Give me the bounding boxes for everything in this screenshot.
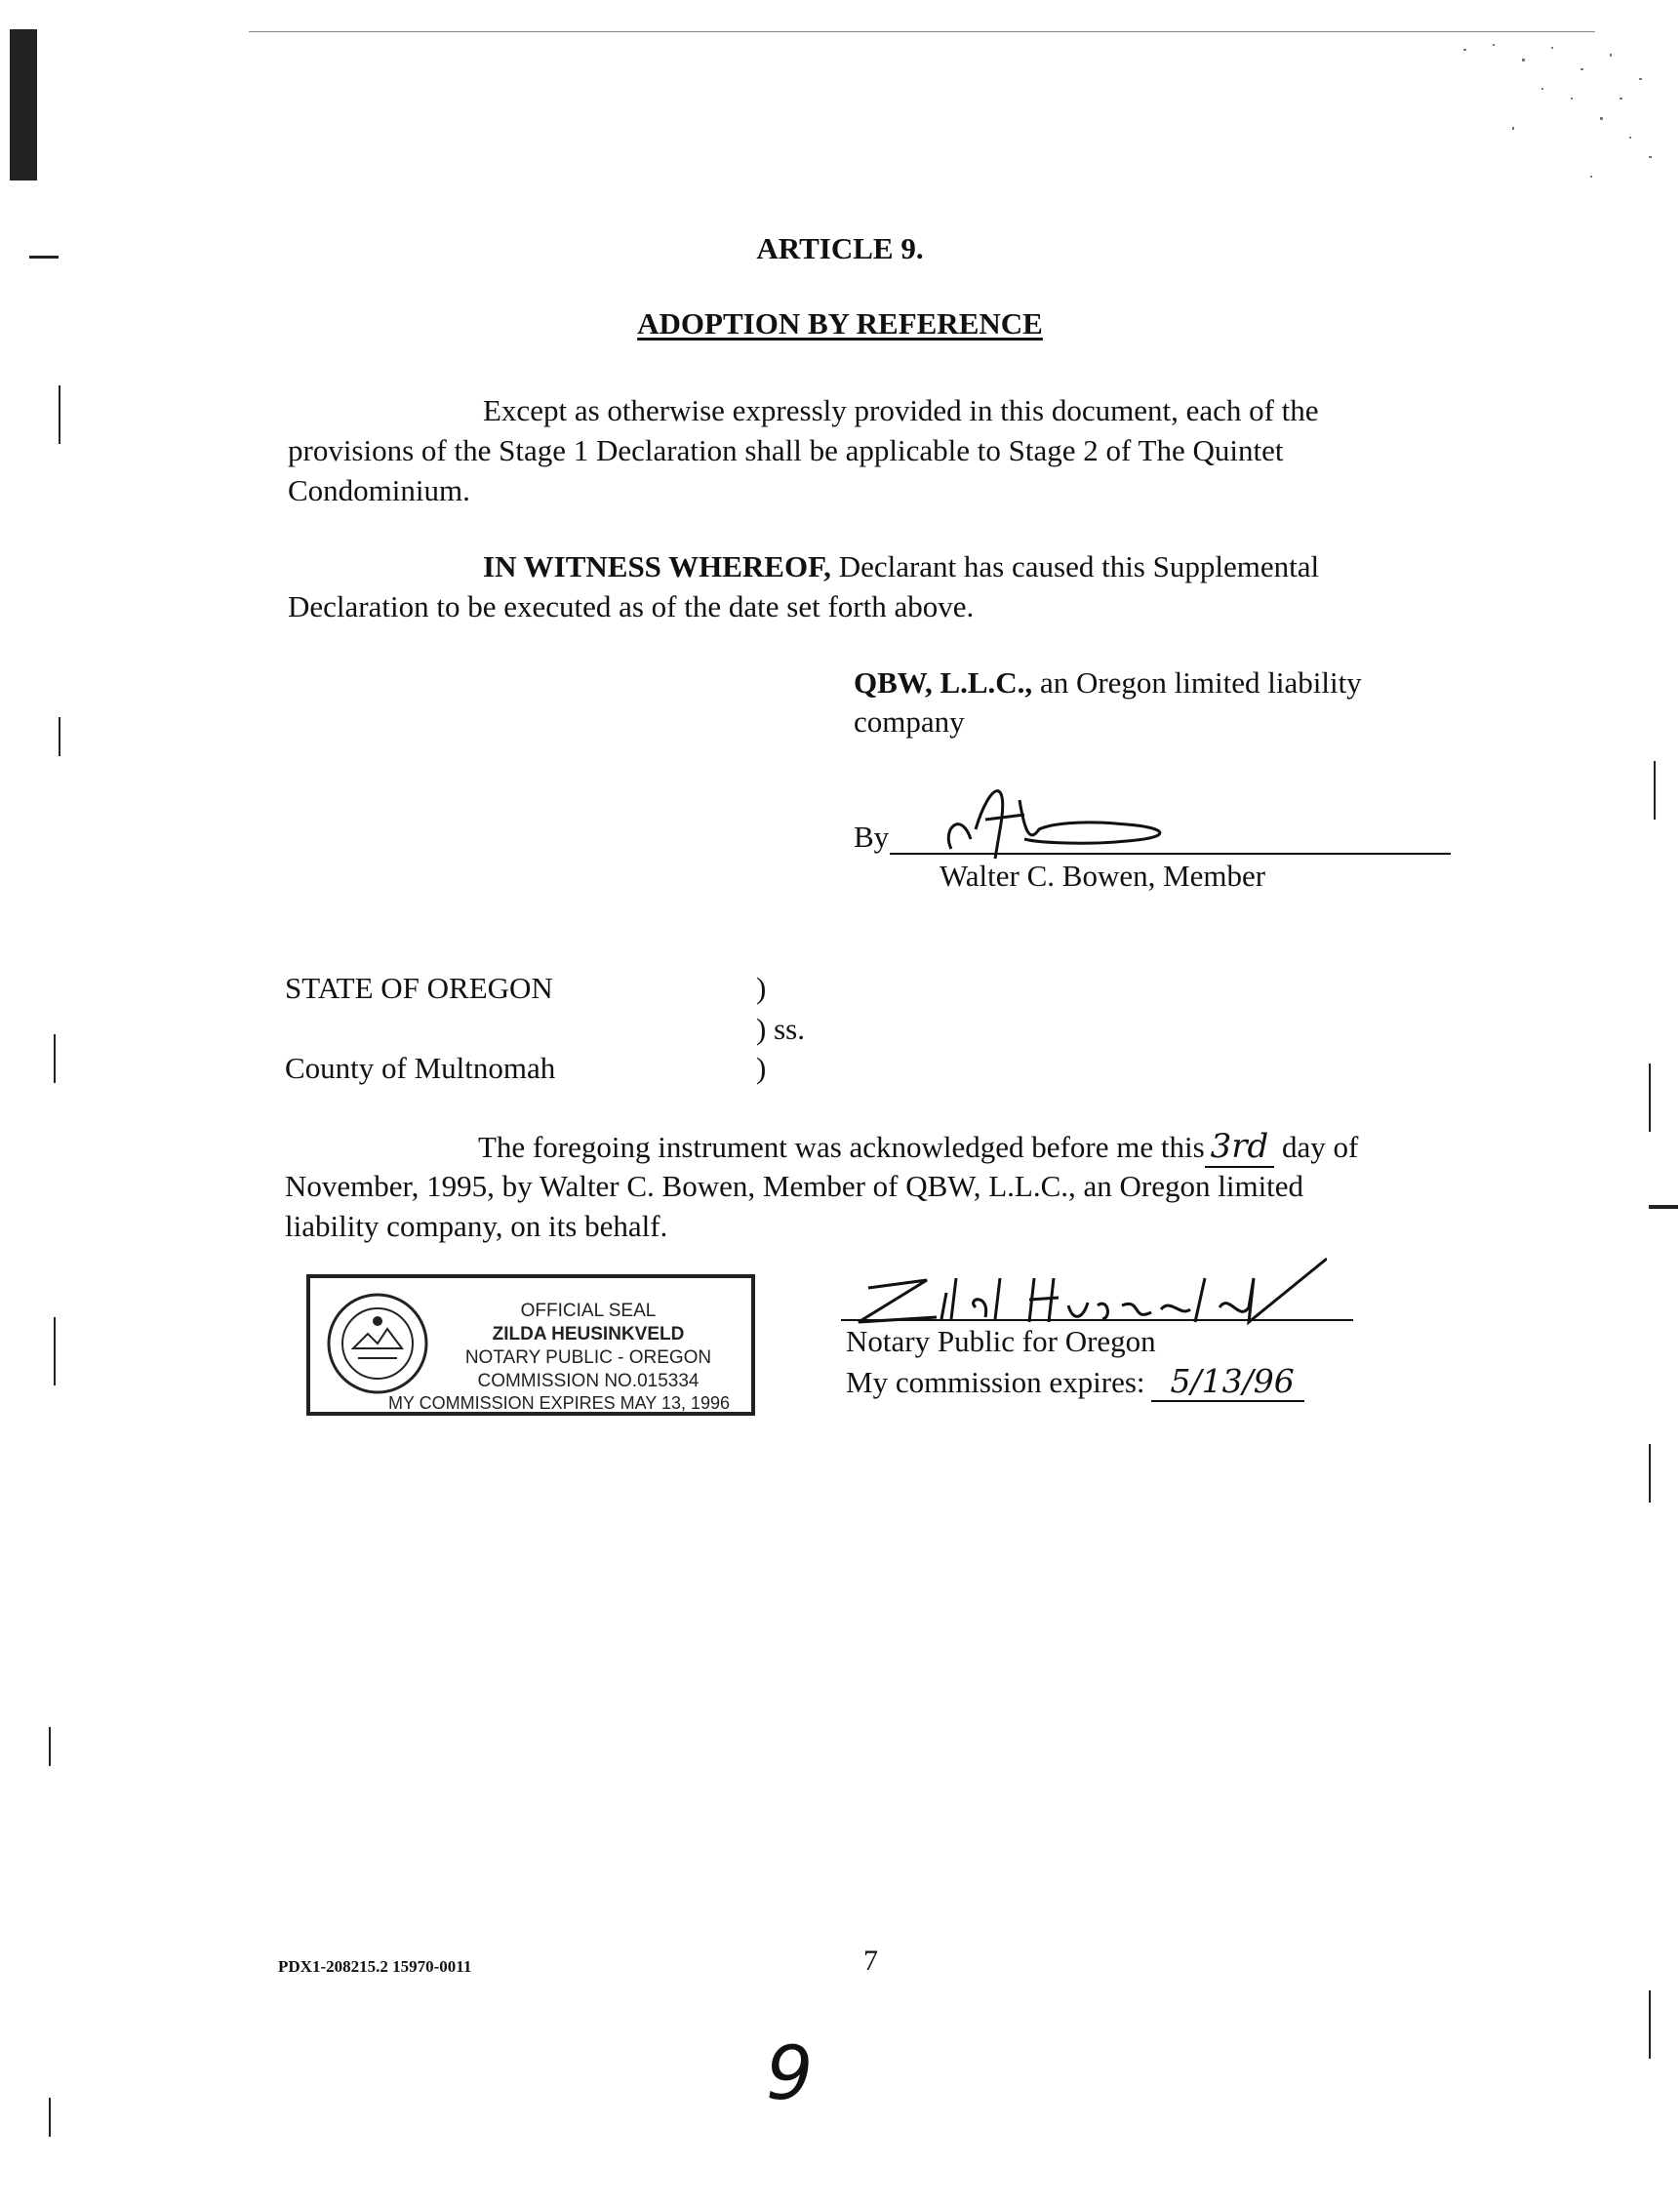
witness-text: Declarant has caused this Supplemental Declaration to be executed as of the date set forth above. — [288, 549, 1320, 623]
acknowledgment-text: The foregoing instrument was acknowledged before me this — [478, 1130, 1205, 1164]
seal-line-4: COMMISSION NO.015334 — [477, 1371, 700, 1391]
notary-expires-value: 5/13/96 — [1151, 1362, 1304, 1402]
scan-top-rule — [249, 31, 1595, 32]
scan-tick — [49, 1727, 51, 1766]
seal-line-1: OFFICIAL SEAL — [520, 1301, 657, 1321]
adoption-text: Except as otherwise expressly provided in this document, each of the provisions of the Stage 1 Declaration shall be applicable to Stage 2 of The Quintet Condominium. — [288, 393, 1319, 507]
adoption-paragraph — [288, 390, 1380, 510]
venue-county: County of Multnomah — [285, 1051, 556, 1085]
venue-state: STATE OF OREGON — [285, 971, 553, 1005]
declarant-line-1 — [854, 663, 1362, 702]
scan-tick — [1649, 1444, 1651, 1503]
scan-tick — [59, 385, 60, 444]
scan-tick — [1649, 1063, 1651, 1132]
notary-title: Notary Public for Oregon — [846, 1324, 1156, 1358]
witness-lead: IN WITNESS WHEREOF, — [483, 549, 831, 583]
seal-line-2: ZILDA HEUSINKVELD — [492, 1324, 685, 1344]
article-heading: ARTICLE 9. — [756, 231, 924, 265]
scan-tick — [54, 1034, 56, 1083]
scan-tick — [1649, 1990, 1651, 2059]
scan-tick — [59, 717, 60, 756]
oregon-seal-icon — [324, 1290, 431, 1397]
scan-tick — [1654, 761, 1656, 820]
scan-noise-patch — [1454, 29, 1678, 205]
acknowledgment-line-3: liability company, on its behalf. — [285, 1209, 668, 1243]
seal-line-3: NOTARY PUBLIC - OREGON — [464, 1347, 712, 1368]
notary-expires — [846, 1362, 1304, 1402]
by-label: By — [854, 820, 890, 854]
acknowledgment-day: 3rd — [1205, 1127, 1275, 1168]
witness-paragraph — [288, 546, 1380, 626]
notary-signature-line — [841, 1319, 1353, 1321]
notary-expires-label: My commission expires: — [846, 1365, 1145, 1399]
acknowledgment-day-of: day of — [1274, 1130, 1359, 1164]
scan-dash — [1649, 1205, 1678, 1209]
scan-tick — [54, 1317, 56, 1385]
page-number: 7 — [863, 1945, 878, 1977]
acknowledgment-line-2: November, 1995, by Walter C. Bowen, Member of QBW, L.L.C., an Oregon limited — [285, 1169, 1304, 1203]
doc-code: PDX1-208215.2 15970-0011 — [278, 1957, 472, 1976]
article-title: ADOPTION BY REFERENCE — [637, 306, 1043, 341]
seal-text — [427, 1300, 749, 1393]
signatory-name: Walter C. Bowen, Member — [940, 859, 1266, 893]
seal-line-5: MY COMMISSION EXPIRES MAY 13, 1996 — [387, 1393, 731, 1413]
declarant-name: QBW, L.L.C., — [854, 665, 1033, 700]
notary-seal-stamp — [306, 1274, 755, 1416]
scan-edge-mark — [10, 29, 37, 181]
handwritten-page-number: 9 — [766, 2029, 814, 2116]
venue-ss: ) ss. — [756, 1012, 805, 1046]
venue-paren-bottom: ) — [756, 1051, 767, 1085]
scan-tick — [49, 2098, 51, 2137]
declarant-description: an Oregon limited liability — [1032, 665, 1362, 700]
acknowledgment-line-1 — [478, 1127, 1358, 1167]
declarant-line-2: company — [854, 704, 965, 739]
venue-paren-top: ) — [756, 971, 767, 1005]
